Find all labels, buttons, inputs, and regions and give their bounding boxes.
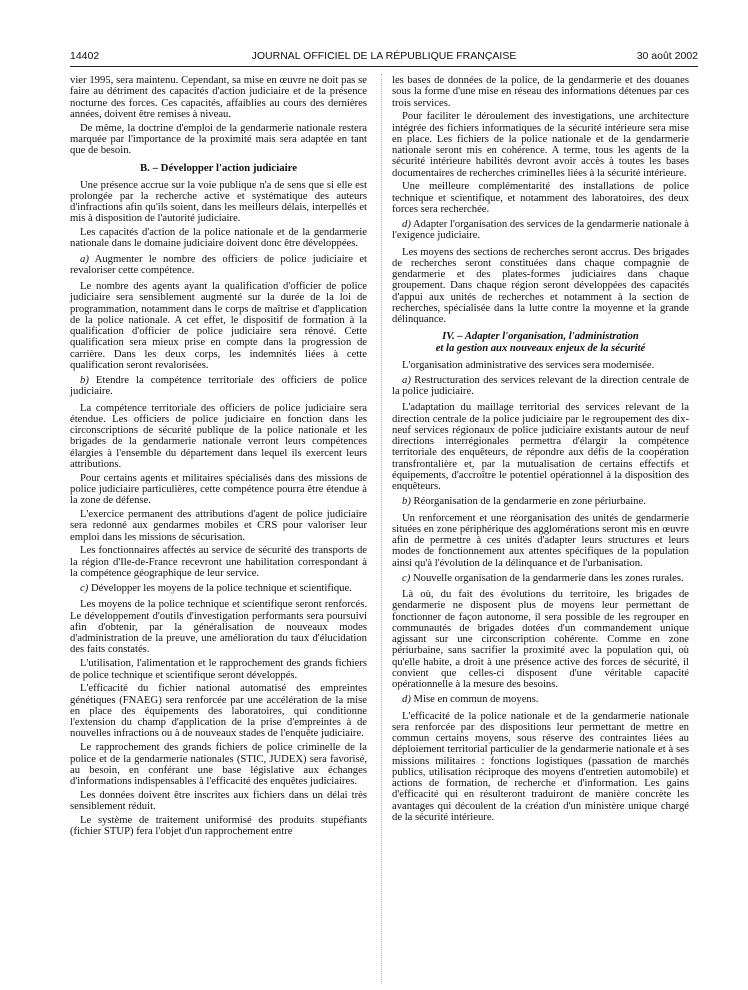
paragraph: Les capacités d'action de la police nationale et de la gendarmerie nationale dans le domaine judiciaire doivent donc être développées. (70, 227, 367, 250)
paragraph: Pour faciliter le déroulement des investigations, une architecture intégrée des fichiers informatiques de la sécurité intérieure sera mise en place. Les fichiers de la police nationale et de la gendarmerie nationale seront mis en cohérence. A terme, tous les agents de la sécurité intérieure habilités devront avoir accès à toutes les bases documentaires de recherches criminelles liées à la sécurité intérieure. (392, 111, 689, 179)
paragraph: Les données doivent être inscrites aux fichiers dans un délai très sensiblement réduit. (70, 789, 367, 813)
subheading-text: Adapter l'organisation des services de la gendarmerie nationale à l'exigence judiciaire. (392, 219, 689, 242)
paragraph: L'organisation administrative des services sera modernisée. (402, 359, 655, 371)
heading-line: IV. – Adapter l'organisation, l'administration (442, 331, 639, 343)
left-column (70, 75, 367, 840)
paragraph: L'efficacité du fichier national automatisé des empreintes génétiques (FNAEG) sera renforcée par une accélération de la mise en place des équipements des laboratoires, qui conditionne l'extension du champ d'application de la prise d'empreintes à de nouvelles infractions ou à de nouveaux stades de l'enquête judiciaire. (70, 683, 367, 740)
page-header (70, 50, 698, 64)
subheading-text: Etendre la compétence territoriale des officiers de police judiciaire. (70, 375, 367, 398)
column-divider (381, 74, 382, 984)
heading-line: et la gestion aux nouveaux enjeux de la sécurité (435, 343, 646, 355)
subheading (392, 694, 689, 705)
subheading-text: Mise en commun de moyens. (410, 694, 539, 706)
section-heading: B. – Développer l'action judiciaire (139, 162, 298, 175)
subheading-letter: b) (80, 375, 89, 387)
paragraph: les bases de données de la police, de la gendarmerie et des douanes sous la forme d'une mise en réseau des informations détenues par ces trois services. (392, 75, 689, 109)
right-column (392, 75, 689, 826)
subheading-letter: a) (80, 253, 89, 265)
subheading-text: Nouvelle organisation de la gendarmerie dans les zones rurales. (410, 572, 684, 584)
subheading (70, 375, 367, 398)
paragraph: Là où, du fait des évolutions du territoire, les brigades de gendarmerie ne disposent plus de moyens leur permettant de fonctionner de façon autonome, il sera possible de les regrouper en communautés de brigades dotées d'un commandement unique agissant sur une circonscription cohérente. Comme en zone périurbaine, sans sacrifier la proximité avec la population qui, où qu'elle habite, a droit à une présence active des forces de sécurité, il convient que celles-ci disposent d'une véritable capacité opérationnelle à la mesure des besoins. (392, 589, 689, 691)
subheading-letter: c) (80, 583, 89, 595)
paragraph: De même, la doctrine d'emploi de la gendarmerie nationale restera marquée par l'importance de la proximité mais sera adaptée en tant que de besoin. (70, 122, 367, 157)
subheading-letter: a) (402, 374, 411, 386)
subheading-text: Développer les moyens de la police technique et scientifique. (88, 583, 352, 595)
paragraph: L'adaptation du maillage territorial des services relevant de la direction centrale de la police judiciaire par le regroupement des dix-neuf services régionaux de police judiciaire existants autour de neuf directions interrégionales permettra d'élargir la compétence territoriale des enquêteurs, de répondre aux défis de la coopération transfrontalière et, par la mutualisation de certains effectifs et équipements, d'accroître le potentiel opérationnel à la disposition des enquêteurs. (392, 402, 689, 493)
subheading-letter: c) (402, 572, 411, 584)
subheading (392, 496, 689, 507)
subheading (392, 375, 689, 398)
paragraph: Une meilleure complémentarité des installations de police technique et scientifique, et notamment des laboratoires, des deux forces sera recherchée. (392, 181, 689, 215)
subheading-text: Augmenter le nombre des officiers de police judiciaire et revaloriser cette compétence. (70, 253, 367, 276)
journal-title: JOURNAL OFFICIEL DE LA RÉPUBLIQUE FRANÇAISE (251, 50, 517, 62)
paragraph: Un renforcement et une réorganisation des unités de gendarmerie situées en zone périphérique des agglomérations seront mis en œuvre afin de permettre à ces unités d'adapter leurs structures et leurs modes de fonctionnement aux attentes spécifiques de la population ainsi qu'à l'évolution de la délinquance et de l'urbanisation. (392, 512, 689, 569)
paragraph: Les moyens de la police technique et scientifique seront renforcés. Le développement d'outils d'investigation performants sera poursuivi afin d'obtenir, par la généralisation de nouveaux modes d'administration de la preuve, une amélioration du taux d'élucidation des faits constatés. (70, 599, 367, 656)
paragraph: Le système de traitement uniformisé des produits stupéfiants (fichier STUP) fera l'objet d'un rapprochement entre (70, 814, 367, 838)
paragraph: Pour certains agents et militaires spécialisés dans des missions de police judiciaire particulières, cette compétence pourra être étendue à la zone de défense. (70, 472, 367, 507)
subheading-text: Réorganisation de la gendarmerie en zone périurbaine. (410, 496, 646, 508)
paragraph: Les fonctionnaires affectés au service de sécurité des transports de la région d'Ile-de-France recevront une habilitation correspondant à la compétence géographique de leur service. (70, 545, 367, 579)
subheading-letter: d) (402, 694, 411, 706)
subheading (70, 254, 367, 277)
paragraph: L'utilisation, l'alimentation et le rapprochement des grands fichiers de police technique et scientifique seront développés. (70, 658, 367, 681)
paragraph: L'efficacité de la police nationale et de la gendarmerie nationale sera renforcée par des dispositions leur permettant de mettre en commun certains moyens, sous réserve des contraintes liées au déploiement territorial particulier de la gendarmerie nationale et à ses missions militaires : fonctions logistiques (passation de marchés publics, utilisation réciproque des moyens d'entretien automobile) et actions de formation, de recherche et d'information. Les gains d'efficacité qui en résulteront traduiront de manière concrète les avantages qui découlent de la création d'un ministère unique chargé de la sécurité intérieure. (392, 710, 689, 823)
publication-date: 30 août 2002 (636, 50, 698, 62)
subheading-letter: d) (402, 219, 411, 231)
paragraph: Une présence accrue sur la voie publique n'a de sens que si elle est prolongée par la recherche active et systématique des auteurs d'infractions afin qu'ils soient, dans les meilleurs délais, interpellés et mis à disposition de l'autorité judiciaire. (70, 179, 367, 225)
subheading (392, 573, 689, 584)
subheading (70, 583, 367, 594)
subheading (392, 219, 689, 242)
section-heading (392, 331, 689, 354)
subheading-text: Restructuration des services relevant de la direction centrale de la police judiciaire. (392, 374, 689, 398)
paragraph: Les moyens des sections de recherches seront accrus. Des brigades de recherches seront constituées dans chaque compagnie de gendarmerie et des plates-formes judiciaires dans chaque groupement. Dans chaque région seront développées des capacités d'appui aux unités de recherches et notamment à la section de recherches, spécialisée dans la lutte contre la moyenne et la grande délinquance. (392, 246, 689, 326)
paragraph: Le nombre des agents ayant la qualification d'officier de police judiciaire sera sensiblement augmenté sur la durée de la loi de programmation, notamment dans le corps de maîtrise et d'application de la police nationale. A cet effet, le dispositif de formation à la qualification d'officier de police judiciaire sera rénové. Cette qualification sera mieux prise en compte dans la progression de carrière. Dans les deux corps, les indemnités liées à cette qualification seront revalorisées. (70, 281, 367, 371)
header-rule (70, 66, 698, 67)
page-number: 14402 (70, 50, 100, 62)
subheading-letter: b) (402, 496, 411, 508)
paragraph: La compétence territoriale des officiers de police judiciaire sera étendue. Les officiers de police judiciaire en fonction dans les circonscriptions de sécurité publique de la police nationale et les brigades de la gendarmerie nationale verront leurs compétences élargies à l'ensemble du département dans lequel ils exercent leurs attributions. (70, 402, 367, 470)
paragraph: vier 1995, sera maintenu. Cependant, sa mise en œuvre ne doit pas se faire au détriment des capacités d'action judiciaire et de la présence nocturne des forces. Ces capacités, affaiblies au cours des dernières années, doivent être remises à niveau. (70, 75, 367, 120)
paragraph: L'exercice permanent des attributions d'agent de police judiciaire sera redonné aux gendarmes mobiles et CRS pour valoriser leur emploi dans les missions de sécurisation. (70, 509, 367, 543)
paragraph: Le rapprochement des grands fichiers de police criminelle de la police et de la gendarmerie nationales (STIC, JUDEX) sera favorisé, au besoin, en conférant une base législative aux échanges d'informations indispensables à l'efficacité des enquêtes judiciaires. (70, 742, 367, 787)
